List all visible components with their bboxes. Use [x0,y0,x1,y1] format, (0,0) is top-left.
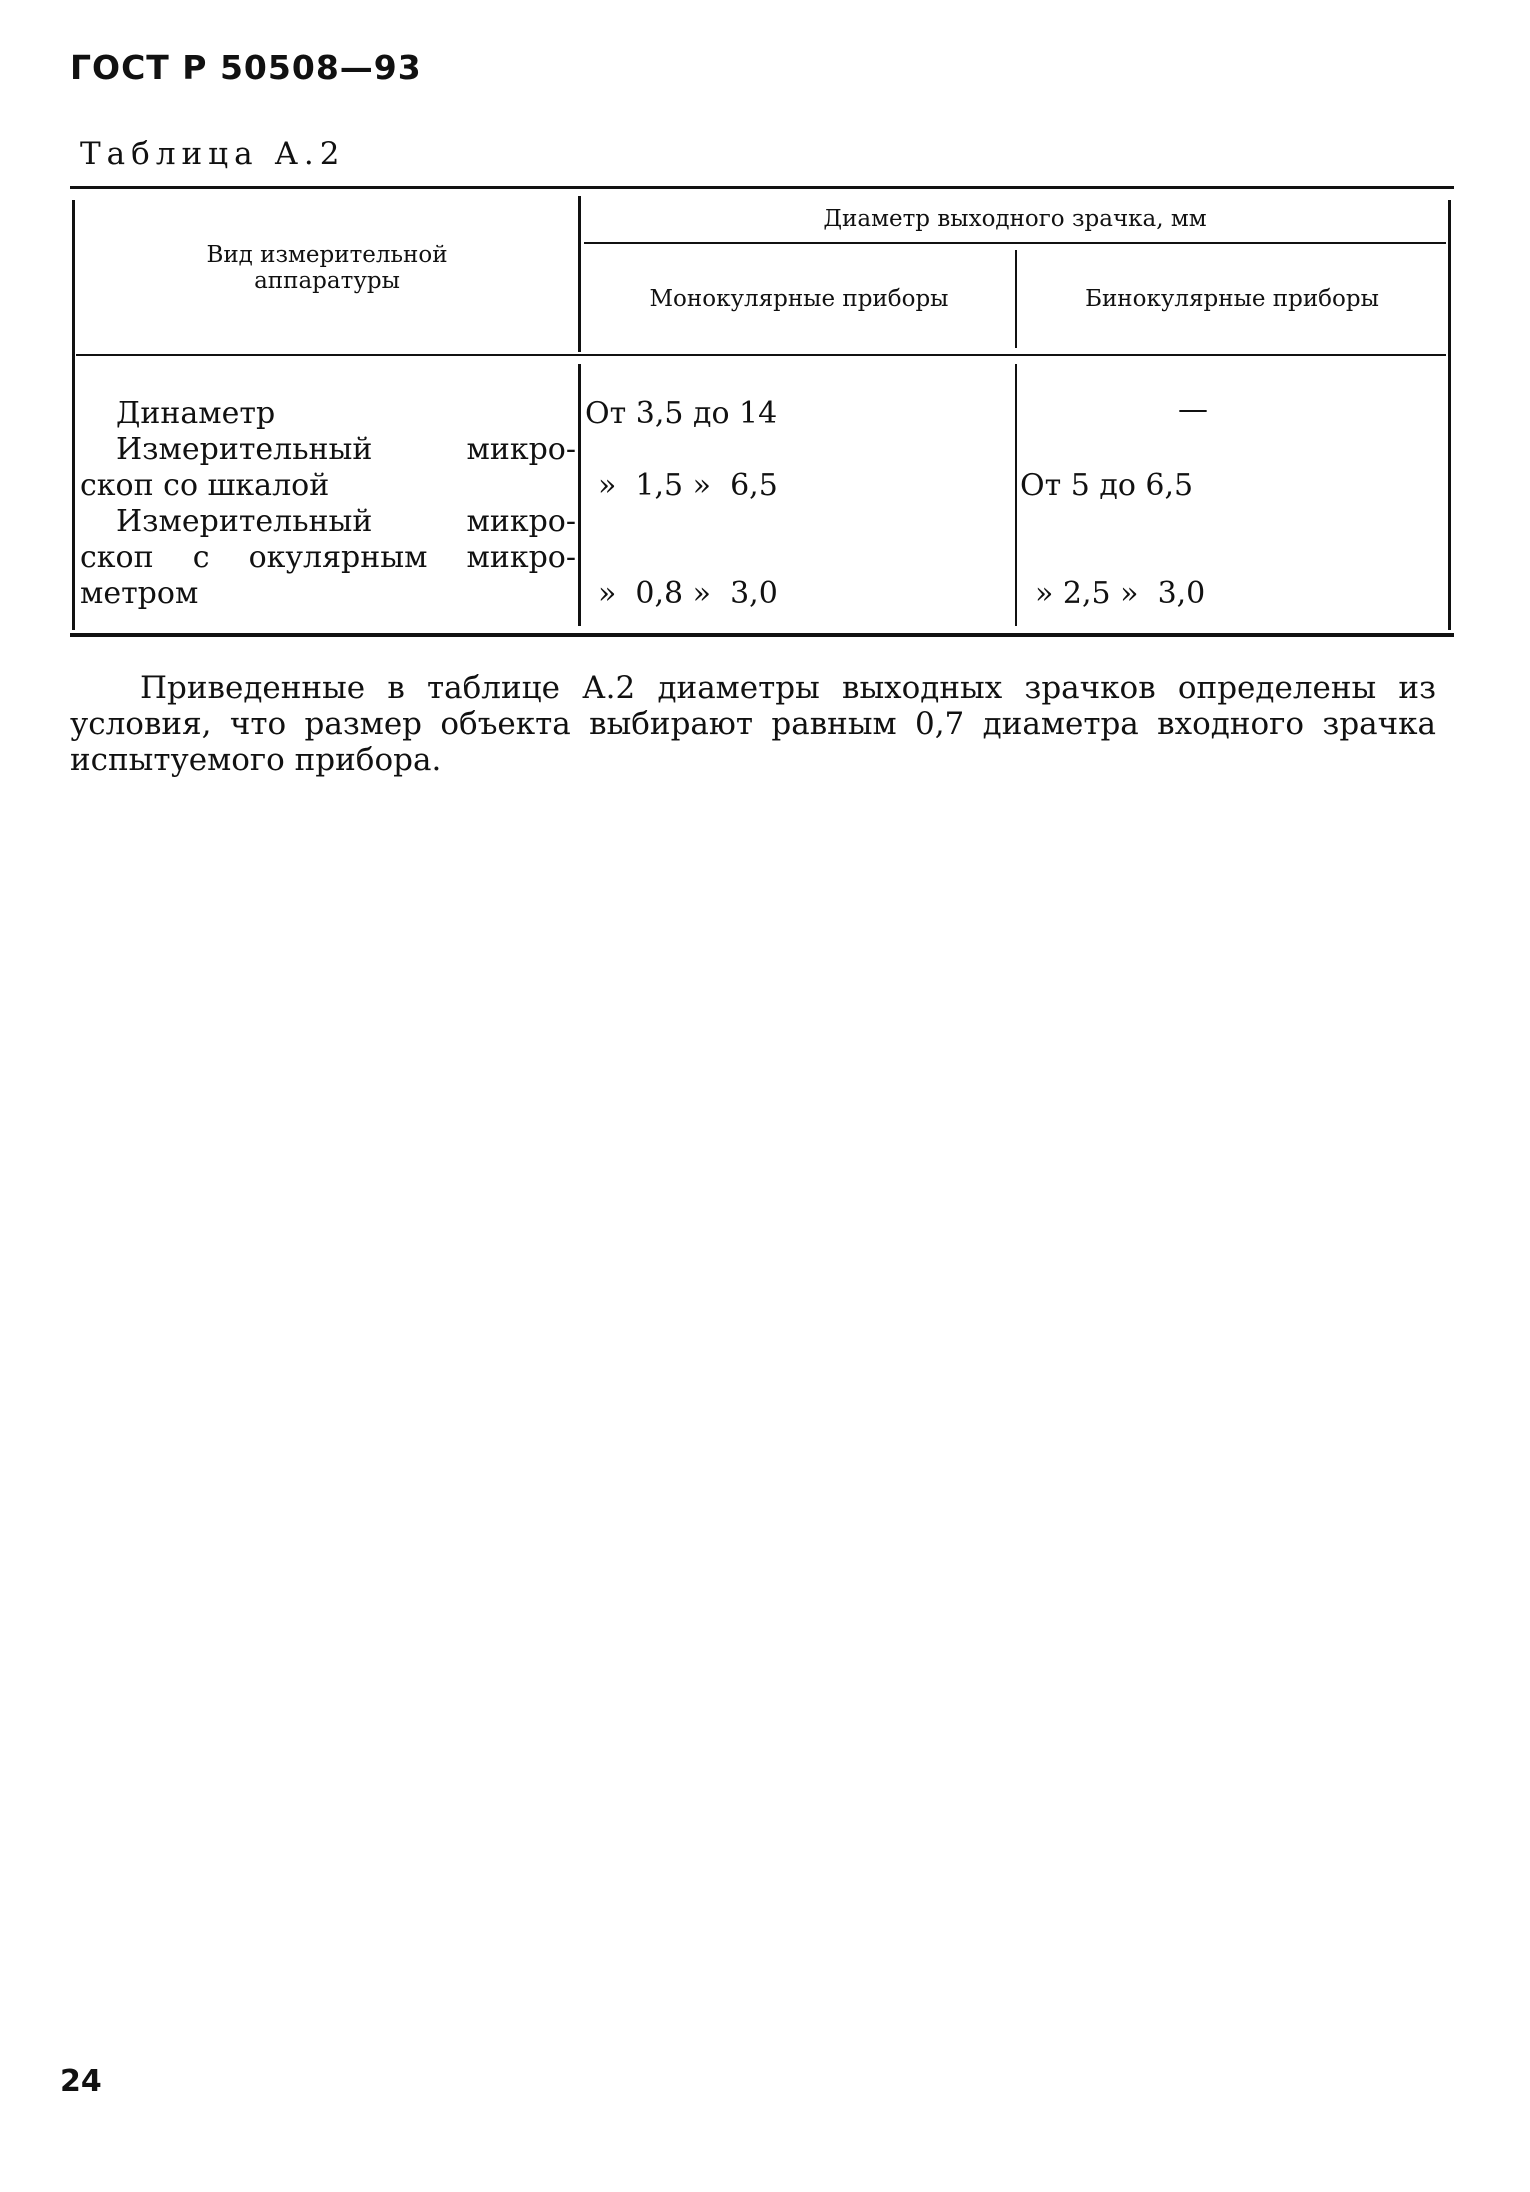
column-header-type-text: Вид измерительной аппаратуры [206,242,448,294]
row2-bino-value: От 5 до 6,5 [1020,468,1194,503]
row3-mono-value: » 0,8 » 3,0 [598,576,778,611]
row3-label-line1: Измерительный микро- [116,504,576,539]
table-top-rule [70,186,1454,189]
row3-label-line2: скоп с окулярным микро- [80,540,576,575]
table-col2-body-rule [1015,364,1017,626]
row2-label-line1: Измерительный микро- [116,432,576,467]
table-header-rule [76,354,1446,356]
table-group-rule [584,242,1446,244]
row1-bino-value: — [1178,392,1208,427]
page-number: 24 [60,2064,102,2099]
table-col2-rule [1015,250,1017,348]
table-col1-rule [578,196,581,352]
column-group-header: Диаметр выходного зрачка, мм [823,206,1207,232]
body-paragraph [70,670,1436,778]
document-header: ГОСТ Р 50508—93 [70,48,422,87]
table-caption: Таблица А.2 [80,136,346,172]
table-left-rule [72,200,75,630]
data-table [70,186,1454,638]
row3-label-line3: метром [80,576,199,611]
row1-mono-value: От 3,5 до 14 [585,396,778,431]
row2-label-line2: скоп со шкалой [80,468,330,503]
row2-mono-value: » 1,5 » 6,5 [598,468,778,503]
table-bottom-rule [70,633,1454,637]
row1-label: Динаметр [116,396,276,431]
column-header-type [82,242,572,294]
table-right-rule [1448,200,1451,630]
row3-bino-value: » 2,5 » 3,0 [1035,576,1206,611]
column-header-bino: Бинокулярные приборы [1085,286,1379,312]
table-col1-body-rule [578,364,581,626]
body-paragraph-text: Приведенные в таблице А.2 диаметры выходных зрачков определены из условия, что размер объекта выбирают равным 0,7 диаметра входного зрачка испытуемого прибора. [70,670,1436,778]
column-header-mono: Монокулярные приборы [649,286,949,312]
